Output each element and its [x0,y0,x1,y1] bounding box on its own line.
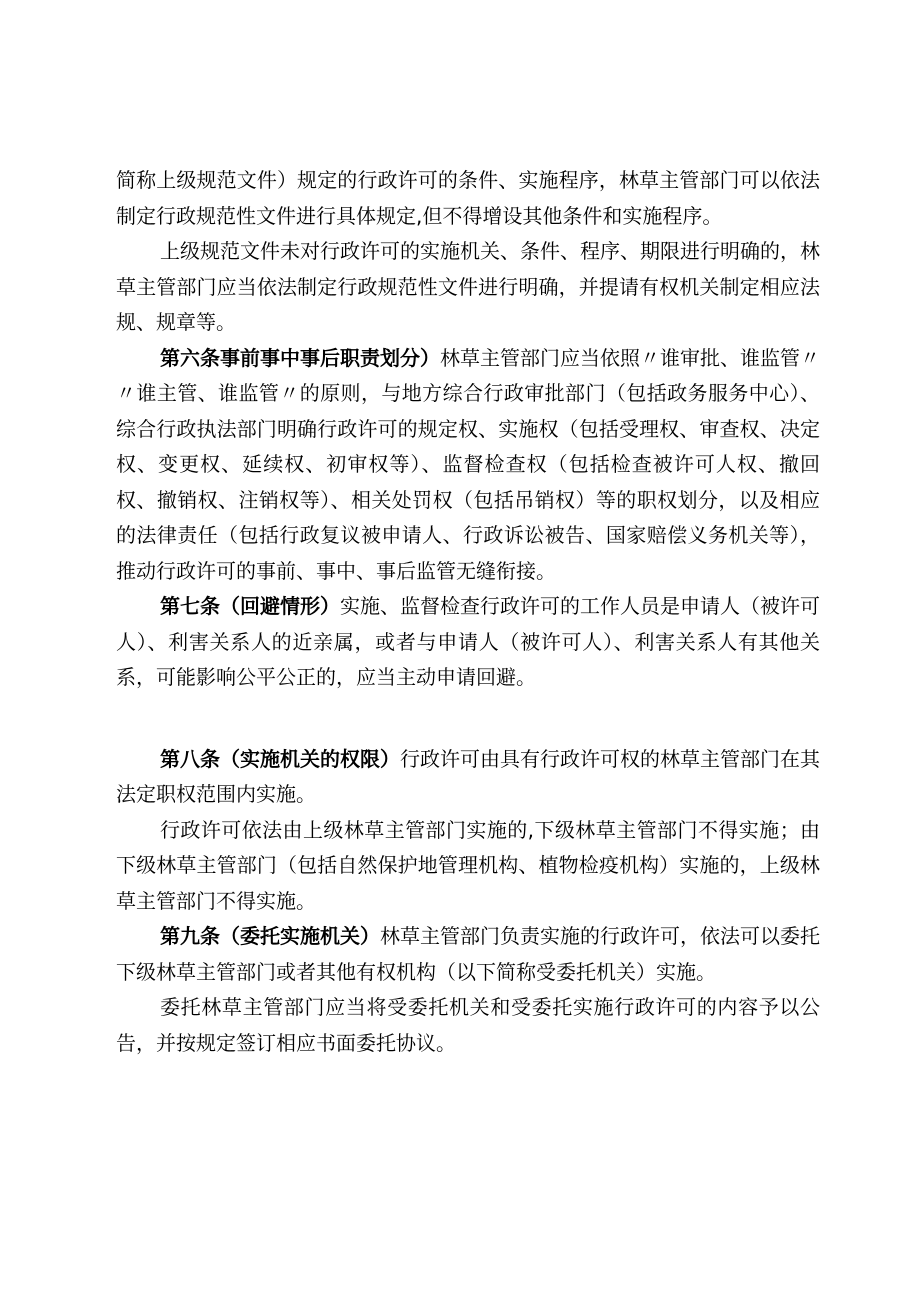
article-heading: 第七条（回避情形） [160,594,340,618]
paragraph-jurisdiction [116,813,820,920]
article-8 [116,742,820,813]
article-text: 实施、监督检查行政许可的工作人员是申请人（被许可人）、利害关系人的近亲属，或者与申请人（被许可人）、利害关系人有其他关系，可能影响公平公正的，应当主动申请回避。 [116,594,820,689]
paragraph-text: 委托林草主管部门应当将受委托机关和受委托实施行政许可的内容予以公告，并按规定签订相应书面委托协议。 [116,995,820,1055]
paragraph-delegation-notice [116,990,820,1061]
paragraph-text: 行政许可依法由上级林草主管部门实施的,下级林草主管部门不得实施；由下级林草主管部门（包括自然保护地管理机构、植物检疫机构）实施的，上级林草主管部门不得实施。 [116,817,820,913]
article-6 [116,341,820,590]
article-text: 行政许可由具有行政许可权的林草主管部门在其法定职权范围内实施。 [116,746,820,806]
paragraph-continuation [116,163,820,234]
article-7 [116,589,820,696]
article-text: 林草主管部门负责实施的行政许可，依法可以委托下级林草主管部门或者其他有权机构（以下简称受委托机关）实施。 [116,924,820,984]
paragraph-text: 上级规范文件未对行政许可的实施机关、条件、程序、期限进行明确的，林草主管部门应当依法制定行政规范性文件进行明确，并提请有权机关制定相应法规、规章等。 [116,239,820,334]
article-heading: 第六条事前事中事后职责划分） [160,345,440,370]
article-9 [116,919,820,990]
document-page [116,163,820,1061]
paragraph-text: 简称上级规范文件）规定的行政许可的条件、实施程序，林草主管部门可以依法制定行政规范性文件进行具体规定,但不得增设其他条件和实施程序。 [116,168,820,228]
article-text: 林草主管部门应当依照〃谁审批、谁监管〃〃谁主管、谁监管〃的原则，与地方综合行政审批部门（包括政务服务中心）、综合行政执法部门明确行政许可的规定权、实施权（包括受理权、审查权、决定权、变更权、延续权、初审权等）、监督检查权（包括检查被许可人权、撤回权、撤销权、注销权等）、相关处罚权（包括吊销权）等的职权划分，以及相应的法律责任（包括行政复议被申请人、行政诉讼被告、国家赔偿义务机关等），推动行政许可的事前、事中、事后监管无缝衔接。 [116,345,820,583]
article-heading: 第八条（实施机关的权限） [160,746,400,771]
paragraph-upper-norms [116,234,820,341]
article-heading: 第九条（委托实施机关） [160,924,380,948]
